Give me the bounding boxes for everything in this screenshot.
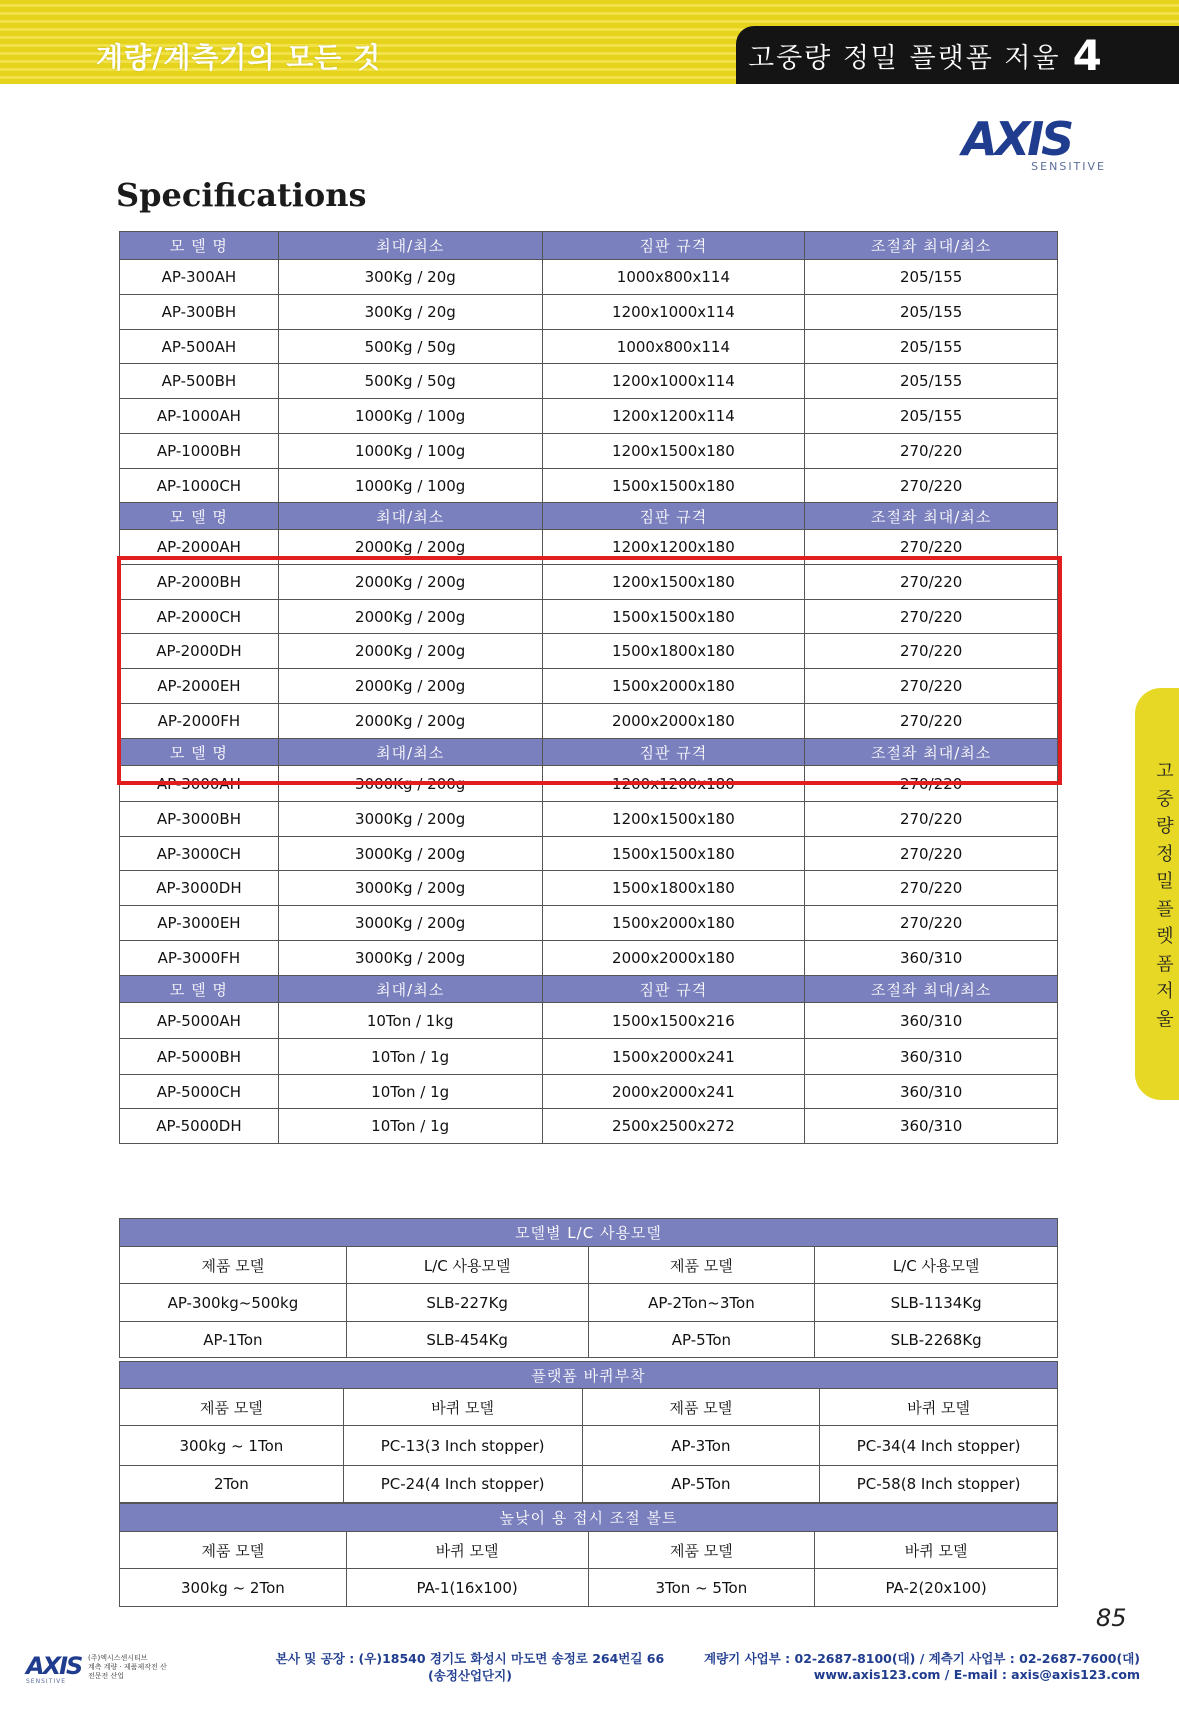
table-row <box>120 1426 1058 1466</box>
spec-header-row <box>120 232 1058 260</box>
table-cell: 270/220 <box>805 530 1058 565</box>
side-tab-char: 밀 <box>1156 871 1174 892</box>
column-header: 최대/최소 <box>278 739 542 766</box>
spec-header-row <box>120 976 1058 1003</box>
table-cell: 2000x2000x180 <box>542 704 805 739</box>
column-header: L/C 사용모델 <box>815 1247 1058 1284</box>
table-cell: 2000x2000x180 <box>542 941 805 976</box>
table-cell: 1500x1500x180 <box>542 469 805 503</box>
column-header: 조절좌 최대/최소 <box>805 503 1058 530</box>
table-cell: 1000x800x114 <box>542 260 805 295</box>
column-header: 조절좌 최대/최소 <box>805 232 1058 260</box>
table-cell: 3000Kg / 200g <box>278 941 542 976</box>
table-row <box>120 1039 1058 1075</box>
spec-header-row <box>120 503 1058 530</box>
table-cell: AP-2000EH <box>120 669 279 704</box>
table-cell: 2000Kg / 200g <box>278 600 542 634</box>
table-row <box>120 1284 1058 1322</box>
table-row <box>120 399 1058 434</box>
footer-contact <box>700 1651 1140 1683</box>
table-cell: AP-5000AH <box>120 1003 279 1039</box>
side-tab-char: 고 <box>1156 761 1174 782</box>
table-cell: SLB-227Kg <box>346 1284 588 1322</box>
table-cell: 205/155 <box>805 260 1058 295</box>
table-cell: 3000Kg / 200g <box>278 871 542 906</box>
table-row <box>120 260 1058 295</box>
table-cell: 300kg ~ 2Ton <box>120 1569 347 1607</box>
footer-logo <box>26 1654 166 1684</box>
table-cell: 2500x2500x272 <box>542 1109 805 1144</box>
table-cell: 270/220 <box>805 634 1058 669</box>
side-tab-char: 렛 <box>1156 926 1174 947</box>
column-header: 조절좌 최대/최소 <box>805 976 1058 1003</box>
column-header: 바퀴 모델 <box>346 1532 588 1569</box>
column-header: 바퀴 모델 <box>820 1389 1058 1426</box>
table-row <box>120 1003 1058 1039</box>
table-cell: 500Kg / 50g <box>278 330 542 364</box>
table-cell: 1200x1500x180 <box>542 434 805 469</box>
column-header: 최대/최소 <box>278 232 542 260</box>
lc-table <box>119 1218 1058 1358</box>
table-cell: AP-3000CH <box>120 837 279 871</box>
table-cell: 3Ton ~ 5Ton <box>588 1569 815 1607</box>
table-cell: PA-2(20x100) <box>815 1569 1058 1607</box>
table-cell: 2000Kg / 200g <box>278 669 542 704</box>
side-tab-label <box>1145 758 1179 1033</box>
table-cell: 2000Kg / 200g <box>278 565 542 600</box>
table-cell: 1200x1200x114 <box>542 399 805 434</box>
table-cell: AP-5Ton <box>588 1322 815 1358</box>
footer-contact-line2[interactable]: www.axis123.com / E-mail : axis@axis123.com <box>813 1667 1140 1682</box>
column-header: 최대/최소 <box>278 503 542 530</box>
table-cell: AP-300kg~500kg <box>120 1284 347 1322</box>
table-cell: AP-1000CH <box>120 469 279 503</box>
column-header: 짐판 규격 <box>542 232 805 260</box>
table-cell: 1200x1000x114 <box>542 364 805 399</box>
table-cell: 3000Kg / 200g <box>278 766 542 802</box>
column-header: 모 델 명 <box>120 976 279 1003</box>
table-cell: 270/220 <box>805 871 1058 906</box>
table-cell: AP-3Ton <box>582 1426 820 1466</box>
section-title: 높낮이 용 접시 조절 볼트 <box>120 1504 1058 1532</box>
table-cell: 3000Kg / 200g <box>278 837 542 871</box>
table-cell: AP-2000BH <box>120 565 279 600</box>
table-cell: AP-300BH <box>120 295 279 330</box>
table-cell: 360/310 <box>805 1109 1058 1144</box>
table-row <box>120 1466 1058 1503</box>
footer-company-name: (주)엑시스센시티브 <box>88 1654 148 1662</box>
table-cell: AP-2000AH <box>120 530 279 565</box>
table-cell: SLB-1134Kg <box>815 1284 1058 1322</box>
table-cell: 270/220 <box>805 704 1058 739</box>
table-cell: 2000x2000x241 <box>542 1075 805 1109</box>
table-cell: 1200x1200x180 <box>542 530 805 565</box>
table-cell: 1500x1800x180 <box>542 871 805 906</box>
footer-logo-subtitle: SENSITIVE <box>26 1678 66 1685</box>
side-tab <box>1135 688 1179 1100</box>
table-cell: 270/220 <box>805 434 1058 469</box>
section-header-row <box>120 1532 1058 1569</box>
table-row <box>120 1569 1058 1607</box>
table-cell: 205/155 <box>805 364 1058 399</box>
column-header: 조절좌 최대/최소 <box>805 739 1058 766</box>
highlight-box <box>117 556 1062 785</box>
table-row <box>120 802 1058 837</box>
table-cell: 205/155 <box>805 399 1058 434</box>
footer-logo-mark: AXIS <box>26 1652 82 1680</box>
table-cell: 270/220 <box>805 565 1058 600</box>
table-cell: 300Kg / 20g <box>278 295 542 330</box>
table-cell: 360/310 <box>805 1003 1058 1039</box>
footer-company <box>88 1654 168 1681</box>
table-cell: 2Ton <box>120 1466 344 1503</box>
table-cell: AP-500AH <box>120 330 279 364</box>
section-header-row <box>120 1247 1058 1284</box>
table-row <box>120 906 1058 941</box>
column-header: 제품 모델 <box>588 1532 815 1569</box>
table-cell: AP-1000BH <box>120 434 279 469</box>
table-cell: 3000Kg / 200g <box>278 802 542 837</box>
table-cell: SLB-454Kg <box>346 1322 588 1358</box>
chapter-number: 4 <box>1072 30 1102 80</box>
table-cell: 270/220 <box>805 669 1058 704</box>
table-cell: AP-3000BH <box>120 802 279 837</box>
column-header: 짐판 규격 <box>542 739 805 766</box>
table-cell: 360/310 <box>805 1075 1058 1109</box>
table-row <box>120 837 1058 871</box>
table-row <box>120 871 1058 906</box>
page-number: 85 <box>1096 1604 1127 1632</box>
section-title-row <box>120 1219 1058 1247</box>
page-title: Specifications <box>116 176 367 214</box>
table-row <box>120 330 1058 364</box>
brand-logo <box>962 112 1108 173</box>
table-cell: 1500x1500x180 <box>542 600 805 634</box>
table-cell: 10Ton / 1kg <box>278 1003 542 1039</box>
footer-address <box>270 1650 670 1684</box>
table-cell: 10Ton / 1g <box>278 1109 542 1144</box>
section-header-row <box>120 1389 1058 1426</box>
wheel-table <box>119 1361 1058 1503</box>
table-cell: 1500x2000x241 <box>542 1039 805 1075</box>
table-cell: AP-5000BH <box>120 1039 279 1075</box>
table-cell: 3000Kg / 200g <box>278 906 542 941</box>
table-cell: PC-34(4 Inch stopper) <box>820 1426 1058 1466</box>
section-title: 플랫폼 바퀴부착 <box>120 1362 1058 1389</box>
table-cell: PC-24(4 Inch stopper) <box>343 1466 582 1503</box>
column-header: 바퀴 모델 <box>815 1532 1058 1569</box>
side-tab-char: 중 <box>1156 788 1174 810</box>
table-cell: 1200x1200x180 <box>542 766 805 802</box>
table-cell: 2000Kg / 200g <box>278 634 542 669</box>
table-cell: AP-1000AH <box>120 399 279 434</box>
table-cell: PC-58(8 Inch stopper) <box>820 1466 1058 1503</box>
table-cell: 1500x2000x180 <box>542 669 805 704</box>
section-title-row <box>120 1362 1058 1389</box>
column-header: 제품 모델 <box>120 1247 347 1284</box>
table-cell: AP-5Ton <box>582 1466 820 1503</box>
table-cell: AP-300AH <box>120 260 279 295</box>
footer-company-line3: 전문전 산업 <box>88 1672 125 1680</box>
table-cell: 300kg ~ 1Ton <box>120 1426 344 1466</box>
table-cell: AP-3000DH <box>120 871 279 906</box>
table-cell: 1500x2000x180 <box>542 906 805 941</box>
table-cell: AP-5000DH <box>120 1109 279 1144</box>
table-cell: 2000Kg / 200g <box>278 704 542 739</box>
table-row <box>120 941 1058 976</box>
chapter-title: 고중량 정밀 플랫폼 저울 <box>748 42 1061 74</box>
table-cell: 1000x800x114 <box>542 330 805 364</box>
column-header: L/C 사용모델 <box>346 1247 588 1284</box>
table-cell: 1000Kg / 100g <box>278 434 542 469</box>
table-cell: 1000Kg / 100g <box>278 469 542 503</box>
side-tab-char: 폼 <box>1156 953 1174 975</box>
column-header: 모 델 명 <box>120 232 279 260</box>
table-cell: AP-2000CH <box>120 600 279 634</box>
table-cell: 360/310 <box>805 1039 1058 1075</box>
table-cell: 2000Kg / 200g <box>278 530 542 565</box>
table-cell: AP-5000CH <box>120 1075 279 1109</box>
table-row <box>120 364 1058 399</box>
header-band <box>0 0 1179 84</box>
side-tab-char: 정 <box>1156 843 1174 865</box>
table-cell: 1500x1800x180 <box>542 634 805 669</box>
logo-mark: AXIS <box>962 112 1072 166</box>
footer-address-line2: (송정산업단지) <box>428 1668 512 1683</box>
table-cell: 1200x1500x180 <box>542 802 805 837</box>
table-cell: PC-13(3 Inch stopper) <box>343 1426 582 1466</box>
column-header: 제품 모델 <box>582 1389 820 1426</box>
table-cell: 500Kg / 50g <box>278 364 542 399</box>
table-cell: 1500x1500x216 <box>542 1003 805 1039</box>
table-row <box>120 295 1058 330</box>
column-header: 짐판 규격 <box>542 503 805 530</box>
table-cell: 10Ton / 1g <box>278 1039 542 1075</box>
column-header: 짐판 규격 <box>542 976 805 1003</box>
footer-company-line2: 계측 계량 · 제품제작전 산 <box>88 1663 167 1671</box>
column-header: 제품 모델 <box>588 1247 815 1284</box>
logo-subtitle: SENSITIVE <box>1031 160 1106 173</box>
table-cell: AP-2000FH <box>120 704 279 739</box>
column-header: 최대/최소 <box>278 976 542 1003</box>
table-cell: 270/220 <box>805 766 1058 802</box>
table-row <box>120 469 1058 503</box>
column-header: 바퀴 모델 <box>343 1389 582 1426</box>
table-cell: 270/220 <box>805 600 1058 634</box>
table-cell: 270/220 <box>805 469 1058 503</box>
table-cell: AP-1Ton <box>120 1322 347 1358</box>
footer-address-line1: 본사 및 공장 : (우)18540 경기도 화성시 마도면 송정로 264번길 66 <box>275 1651 665 1666</box>
table-cell: 270/220 <box>805 906 1058 941</box>
table-cell: 300Kg / 20g <box>278 260 542 295</box>
table-cell: 1200x1000x114 <box>542 295 805 330</box>
section-title: 모델별 L/C 사용모델 <box>120 1219 1058 1247</box>
table-cell: 10Ton / 1g <box>278 1075 542 1109</box>
table-cell: AP-500BH <box>120 364 279 399</box>
table-row <box>120 1109 1058 1144</box>
table-cell: AP-2000DH <box>120 634 279 669</box>
side-tab-char: 량 <box>1156 816 1174 837</box>
side-tab-char: 플 <box>1156 898 1174 920</box>
chapter-tab <box>736 26 1179 84</box>
table-cell: 360/310 <box>805 941 1058 976</box>
table-cell: PA-1(16x100) <box>346 1569 588 1607</box>
table-cell: 270/220 <box>805 802 1058 837</box>
table-row <box>120 1075 1058 1109</box>
column-header: 모 델 명 <box>120 503 279 530</box>
column-header: 모 델 명 <box>120 739 279 766</box>
section-title-row <box>120 1504 1058 1532</box>
table-cell: 1000Kg / 100g <box>278 399 542 434</box>
table-cell: AP-2Ton~3Ton <box>588 1284 815 1322</box>
table-row <box>120 1322 1058 1358</box>
table-row <box>120 434 1058 469</box>
bolt-table <box>119 1503 1058 1607</box>
table-cell: 205/155 <box>805 330 1058 364</box>
column-header: 제품 모델 <box>120 1389 344 1426</box>
table-cell: 270/220 <box>805 837 1058 871</box>
table-cell: AP-3000AH <box>120 766 279 802</box>
table-cell: 205/155 <box>805 295 1058 330</box>
table-cell: AP-3000FH <box>120 941 279 976</box>
table-cell: AP-3000EH <box>120 906 279 941</box>
side-tab-char: 저 <box>1156 981 1174 1002</box>
footer-contact-line1: 계량기 사업부 : 02-2687-8100(대) / 계측기 사업부 : 02-2687-7600(대) <box>704 1651 1140 1666</box>
header-left-title: 계량/계측기의 모든 것 <box>96 41 382 74</box>
side-tab-char: 울 <box>1156 1008 1174 1030</box>
table-cell: 1200x1500x180 <box>542 565 805 600</box>
table-cell: SLB-2268Kg <box>815 1322 1058 1358</box>
table-cell: 1500x1500x180 <box>542 837 805 871</box>
column-header: 제품 모델 <box>120 1532 347 1569</box>
